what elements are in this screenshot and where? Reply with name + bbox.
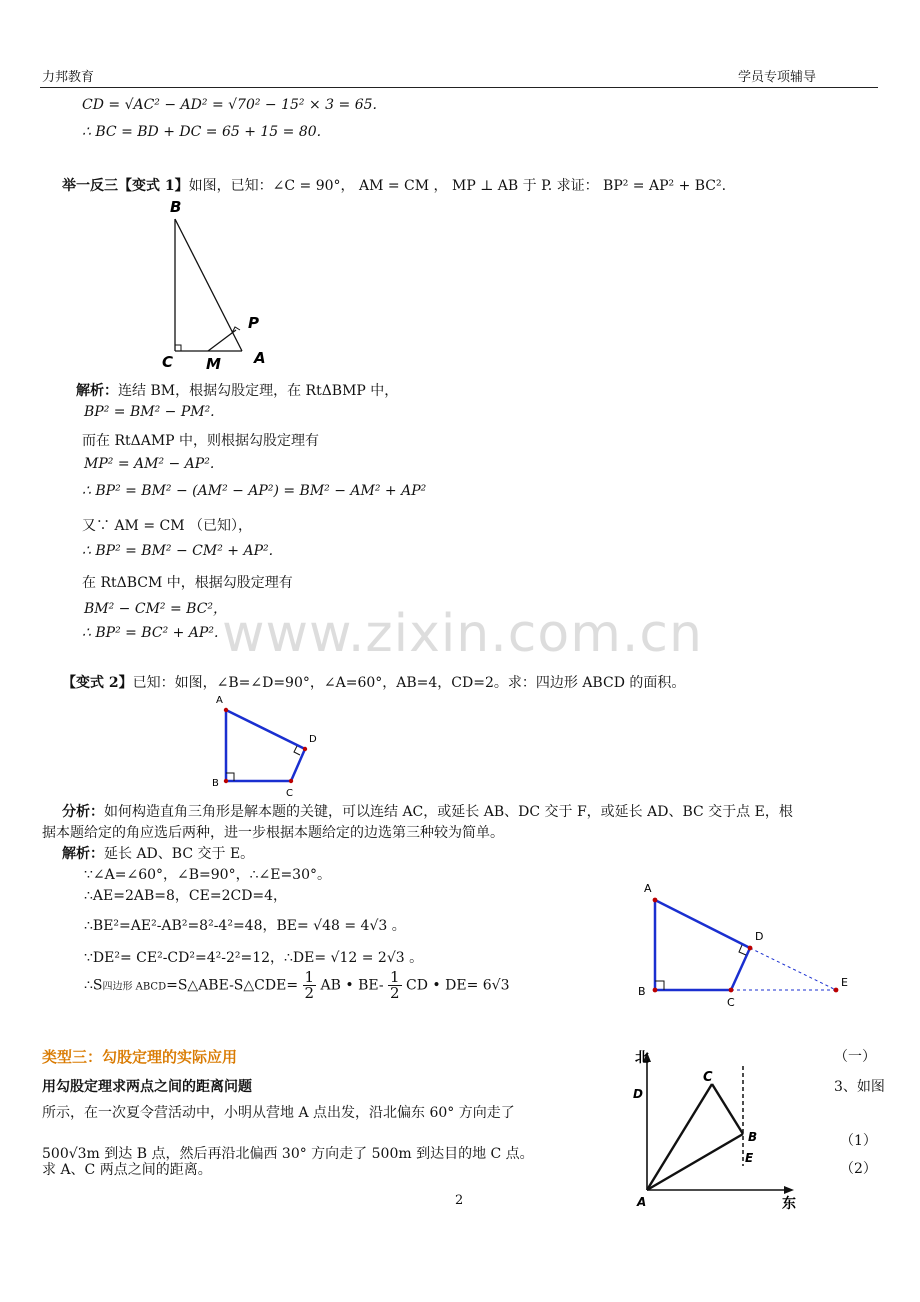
type3-direction-figure <box>628 1046 808 1212</box>
fig1-label-b: B <box>170 198 182 216</box>
v2-sol-5sub: 四边形 ABCD <box>102 981 167 993</box>
formula-cd: CD = √AC² − AD² = √70² − 15² × 3 = 65. <box>82 97 377 113</box>
fig4-north-label: 北 <box>635 1050 649 1066</box>
header-rule <box>40 87 878 88</box>
v2-sol-5a: ∴S <box>84 977 103 994</box>
v1-line-8: BM² − CM² = BC²， <box>84 601 228 617</box>
formula-bc: ∴ BC = BD + DC = 65 + 15 = 80. <box>82 124 322 140</box>
variant2-stem: 已知：如图，∠B=∠D=90°，∠A=60°，AB=4，CD=2。求：四边形 ABCD 的面积。 <box>132 675 686 691</box>
v2-sol-1: ∵∠A=∠60°，∠B=90°，∴∠E=30°。 <box>84 867 331 883</box>
fig1-label-p: P <box>248 314 259 332</box>
v2-sol-5b: =S△ABE-S△CDE= <box>166 977 299 994</box>
v1-line-0: 连结 BM，根据勾股定理，在 RtΔBMP 中， <box>118 383 399 399</box>
fig4-label-e: E <box>745 1151 754 1165</box>
header-right: 学员专项辅导 <box>738 70 817 85</box>
fraction-half-2: $\frac{1}{2}$ <box>390 968 400 1002</box>
fig1-label-c: C <box>162 353 174 371</box>
fig3-label-d: D <box>755 930 764 943</box>
v2-sol-5d: CD • DE= 6√3 <box>406 977 510 994</box>
v1-line-2: 而在 RtΔAMP 中，则根据勾股定理有 <box>82 433 320 449</box>
type3-paragraph-2: 500√3m 到达 B 点，然后再沿北偏西 30° 方向走了 500m 到达目的地 C 点。 <box>42 1146 534 1162</box>
v1-line-9: ∴ BP² = BC² + AP². <box>82 625 219 641</box>
section-yi: （一） <box>834 1049 876 1065</box>
watermark: www.zixin.com.cn <box>222 604 703 664</box>
type3-subtitle: 用勾股定理求两点之间的距离问题 <box>42 1079 252 1095</box>
variant2-label: 【变式 2】 <box>62 675 133 691</box>
fig2-label-b: B <box>212 778 219 789</box>
fig3-label-c: C <box>727 996 735 1009</box>
fig4-east-label: 东 <box>782 1196 796 1212</box>
type3-number: 3、如图 <box>834 1079 885 1095</box>
fig3-label-a: A <box>644 882 652 895</box>
section-title-type3: 类型三：勾股定理的实际应用 <box>42 1048 238 1066</box>
v1-line-6: ∴ BP² = BM² − CM² + AP². <box>82 543 274 559</box>
variant2-quadrilateral-figure <box>212 690 328 802</box>
fig2-label-d: D <box>309 734 317 745</box>
variant1-solution-line-1 <box>76 380 398 400</box>
type3-question-2: （2） <box>840 1161 877 1177</box>
variant1-stem: 如图，已知：∠C = 90°， AM = CM ， MP ⊥ AB 于 P. 求证： BP² = AP² + BC². <box>188 178 727 194</box>
v2-sol-3: ∴BE²=AE²-AB²=8²-4²=48，BE= √48 = 4√3 。 <box>84 918 406 934</box>
v1-line-1: BP² = BM² − PM². <box>84 404 215 420</box>
variant2-extended-figure <box>638 872 856 1014</box>
variant2-analysis-line-1 <box>62 801 793 821</box>
variant2-solution-line-0 <box>62 843 254 863</box>
v1-line-3: MP² = AM² − AP². <box>84 456 215 472</box>
fig4-label-b: B <box>748 1130 758 1144</box>
v2-sol-0: 延长 AD、BC 交于 E。 <box>104 846 255 862</box>
v1-line-5: 又∵ AM = CM （已知）， <box>82 518 253 534</box>
fig1-label-m: M <box>206 355 221 373</box>
header-left: 力邦教育 <box>42 70 95 85</box>
type3-paragraph-1: 所示，在一次夏令营活动中，小明从营地 A 点出发，沿北偏东 60° 方向走了 <box>42 1105 515 1121</box>
variant1-triangle-figure <box>160 195 270 375</box>
fig2-label-c: C <box>286 788 293 799</box>
fig1-label-a: A <box>254 349 266 367</box>
type3-question-1: （1） <box>840 1133 877 1149</box>
v2-sol-2: ∴AE=2AB=8，CE=2CD=4， <box>84 888 288 904</box>
fig4-label-d: D <box>633 1087 643 1101</box>
v2-sol-4: ∵DE²= CE²-CD²=4²-2²=12，∴DE= √12 = 2√3 。 <box>84 950 424 966</box>
v1-line-7: 在 RtΔBCM 中，根据勾股定理有 <box>82 575 293 591</box>
fig2-label-a: A <box>216 695 223 706</box>
fig4-label-a: A <box>637 1195 647 1209</box>
variant2-heading <box>62 672 685 692</box>
variant1-heading <box>62 175 726 195</box>
fig4-label-c: C <box>703 1070 713 1085</box>
variant2-analysis-label: 分析： <box>62 804 104 820</box>
fig3-label-e: E <box>841 976 848 989</box>
fraction-half-1: $\frac{1}{2}$ <box>304 968 315 1002</box>
variant2-sol-label: 解析： <box>62 846 104 862</box>
variant1-sol-label: 解析： <box>76 383 118 399</box>
page-number: 2 <box>455 1193 464 1208</box>
variant1-label: 举一反三【变式 1】 <box>62 178 189 194</box>
v2-analysis-1: 如何构造直角三角形是解本题的关键，可以连结 AC，或延长 AB、DC 交于 F，或延长 AD、BC 交于点 E，根 <box>104 804 793 820</box>
variant2-area-formula <box>84 970 510 1001</box>
v2-sol-5c: AB • BE- <box>320 977 384 994</box>
v1-line-4: ∴ BP² = BM² − (AM² − AP²) = BM² − AM² + AP² <box>82 483 427 499</box>
fig3-label-b: B <box>638 985 646 998</box>
v2-analysis-2: 据本题给定的角应选后两种，进一步根据本题给定的边选第三种较为简单。 <box>42 825 504 841</box>
type3-paragraph-3: 求 A、C 两点之间的距离。 <box>42 1162 212 1178</box>
